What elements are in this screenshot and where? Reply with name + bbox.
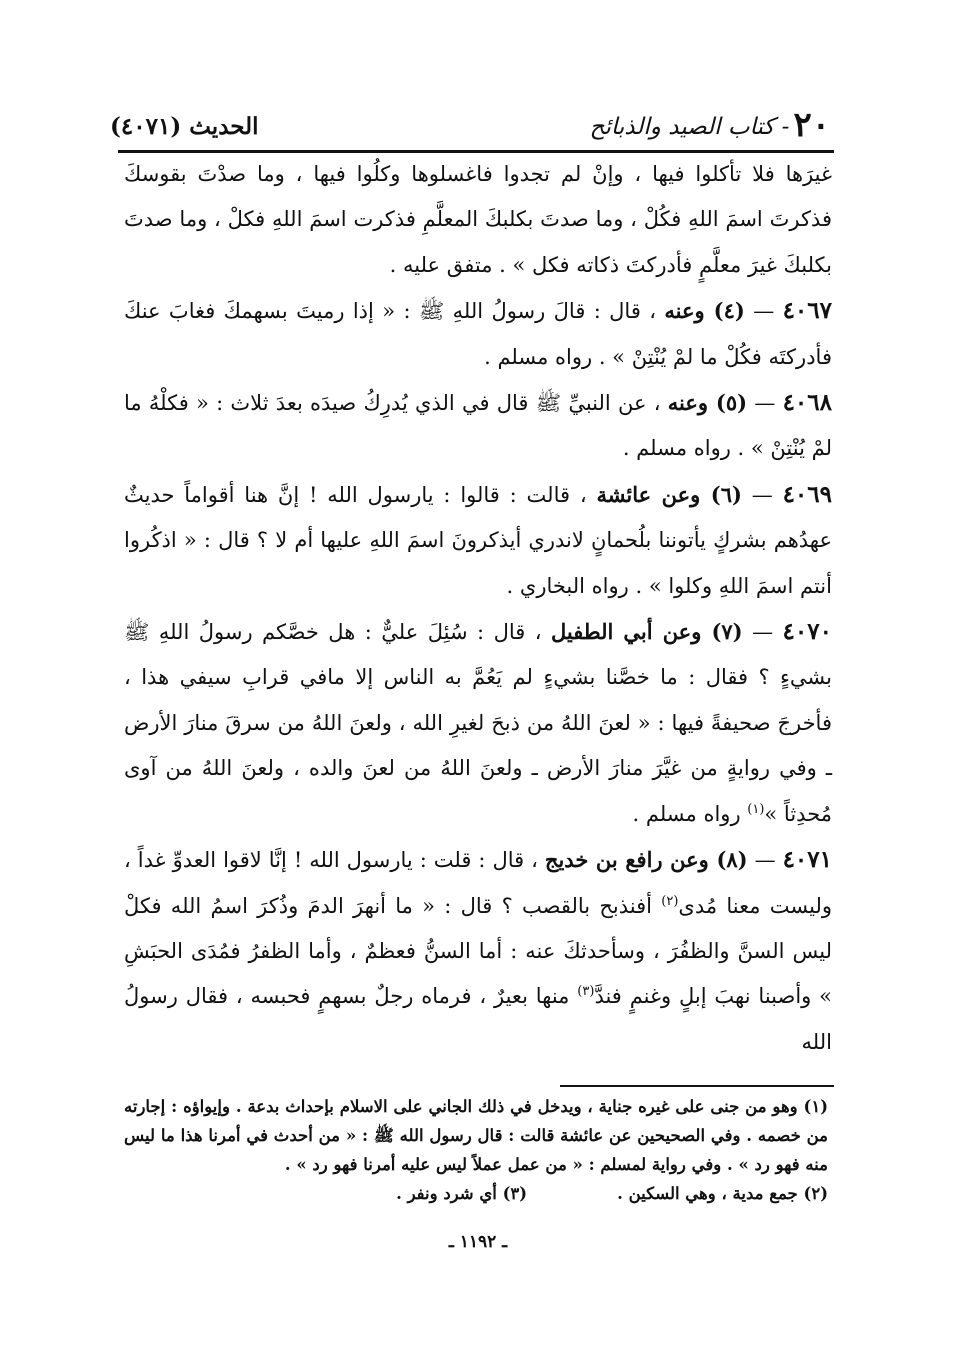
hadith-source: رواه مسلم . [632, 801, 748, 826]
hadith-text: ، قالت : قالوا : يارسول الله ! إنَّ هنا أقواماً حديثٌ عهدُهم بشركٍ يأتوننا بلُحمانٍ لاندري أيذكرونَ اسمَ اللهِ عليها أم لا ؟ قال : « اذكُروا أنتم اسمَ اللهِ وكلوا » . رواه البخاري . [124, 482, 832, 598]
hadith-number: ٤٠٧١ [782, 846, 832, 874]
footnote-ref-2[interactable]: (٢) [661, 893, 679, 909]
main-text [124, 152, 832, 1065]
hadith-marker: (٤) وعنه [664, 298, 745, 324]
footnote-3: (٣) أي شرد ونفر . [396, 1184, 528, 1203]
hadith-4068: ٤٠٦٨ — (٥) وعنه ، عن النبيِّ ﷺ قال في الذي يُدرِكُ صيدَه بعدَ ثلاث : « فكلْهُ ما لمْ يُنْتِنْ » . رواه مسلم . [124, 389, 832, 461]
hadith-4070: ٤٠٧٠ — (٧) وعن أبي الطفيل ، قال : سُئِلَ عليٌّ : هل خصَّكم رسولُ اللهِ ﷺ بشيءٍ ؟ فقال : ما خصَّنا بشيءٍ لم يَعُمَّ به الناس إلا مافي قرابِ سيفي هذا ، فأخرجَ صحيفةً فيها : « لعنَ اللهُ من ذبحَ لغيرِ الله ، ولعنَ اللهُ من سرقَ منارَ الأرض ـ وفي روايةٍ من غيَّرَ منارَ الأرض ـ ولعنَ اللهُ من لعنَ والده ، ولعنَ اللهُ من آوى مُحدِثاً »$^{(١)}$ رواه مسلم . [124, 618, 832, 826]
hadith-marker: (٦) وعن عائشة [596, 481, 742, 507]
intro-paragraph: غيرَها فلا تأكلوا فيها ، وإنْ لم تجدوا فاغسلوها وكلُوا فيها ، وما صدْتَ بقوسكَ فذكرتَ اسمَ اللهِ فكُلْ ، وما صدتَ بكلبكَ المعلَّمِ فذكرت اسمَ اللهِ فكلْ ، وما صدتَ بكلبكَ غيرَ معلَّمٍ فأدركتَ ذكاته فكل » . متفق عليه . [124, 162, 832, 277]
hadith-number: ٤٠٧٠ [782, 618, 832, 646]
footnote-row [124, 1179, 828, 1208]
hadith-text: ، قال : سُئِلَ عليٌّ : هل خصَّكم رسولُ اللهِ ﷺ بشيءٍ ؟ فقال : ما خصَّنا بشيءٍ لم يَعُمَّ به الناس إلا مافي قرابِ سيفي هذا ، فأخرجَ صحيفةً فيها : « لعنَ اللهُ من ذبحَ لغيرِ الله ، ولعنَ اللهُ من سرقَ منارَ الأرض ـ وفي روايةٍ من غيَّرَ منارَ الأرض ـ ولعنَ اللهُ من لعنَ والده ، ولعنَ اللهُ من آوى مُحدِثاً » [124, 620, 832, 826]
hadith-marker: (٧) وعن أبي الطفيل [550, 619, 743, 645]
hadith-text: ، قال : قلت : يارسول الله ! إنَّا لاقوا العدوِّ غداً ، وليست معنا مُدى [124, 848, 833, 918]
book-number: ٢٠ [793, 105, 830, 145]
hadith-number: ٤٠٦٧ [782, 297, 832, 325]
hadith-4071: ٤٠٧١ — (٨) وعن رافع بن خديج ، قال : قلت : يارسول الله ! إنَّا لاقوا العدوِّ غداً ، وليست معنا مُدى$^{(٢)}$ أفنذبح بالقصب ؟ قال : « ما أنهرَ الدمَ وذُكرَ اسمُ الله فكلْ ليس السنَّ والظفُرَ ، وسأحدثكَ عنه : أما السنُّ فعظمٌ ، وأما الظفرُ فمُدَى الحبَشِ » وأصبنا نهبَ إبلٍ وغنمٍ فندَّ$^{(٣)}$ منها بعيرٌ ، فرماه رجلٌ بسهمٍ فحبسه ، فقال رسولُ الله [124, 846, 833, 1054]
hadith-marker: (٥) وعنه [667, 390, 748, 416]
hadith-4069: ٤٠٦٩ — (٦) وعن عائشة ، قالت : قالوا : يارسول الله ! إنَّ هنا أقواماً حديثٌ عهدُهم بشركٍ يأتوننا بلُحمانٍ لاندري أيذكرونَ اسمَ اللهِ عليها أم لا ؟ قال : « اذكُروا أنتم اسمَ اللهِ وكلوا » . رواه البخاري . [124, 480, 832, 598]
footnote-ref-1[interactable]: (١) [747, 801, 765, 817]
footnote-divider [560, 1085, 834, 1087]
footnote-2: (٢) جمع مدية ، وهي السكين . [617, 1184, 828, 1203]
book-title [589, 105, 830, 145]
hadith-marker: (٨) وعن رافع بن خديج [544, 847, 748, 873]
hadith-4067: ٤٠٦٧ — (٤) وعنه ، قال : قالَ رسولُ اللهِ ﷺ : « إذا رميتَ بسهمكَ فغابَ عنكَ فأدركتَه فكُلْ ما لمْ يُنْتِنْ » . رواه مسلم . [124, 297, 832, 369]
hadith-text-continued: أفنذبح بالقصب ؟ قال : « ما أنهرَ الدمَ وذُكرَ اسمُ الله فكلْ ليس السنَّ والظفُرَ ، وسأحدثكَ عنه : أما السنُّ فعظمٌ ، وأما الظفرُ فمُدَى الحبَشِ » وأصبنا نهبَ إبلٍ وغنمٍ فندَّ [124, 893, 832, 1009]
footnote-1: (١) وهو من جنى على غيره جناية ، ويدخل في ذلك الجاني على الاسلام بإحداث بدعة . وإيواؤه : إجارته من خصمه . وفي الصحيحين عن عائشة قالت : قال رسول الله ﷺ : « من أحدث في أمرنا هذا ما ليس منه فهو رد » . وفي رواية لمسلم : « من عمل عملاً ليس عليه أمرنا فهو رد » . [124, 1097, 828, 1174]
hadith-range: الحديث (٤٠٧١) [110, 113, 259, 140]
hadith-text: ، عن النبيِّ ﷺ قال في الذي يُدرِكُ صيدَه بعدَ ثلاث : « فكلْهُ ما لمْ يُنْتِنْ » . رواه مسلم . [124, 391, 832, 461]
hadith-number: ٤٠٦٩ [782, 480, 832, 508]
book-name: - كتاب الصيد والذبائح [589, 114, 790, 140]
hadith-number: ٤٠٦٨ [782, 389, 832, 417]
footnote-ref-3[interactable]: (٣) [577, 984, 595, 1000]
hadith-text-end: منها بعيرٌ ، فرماه رجلٌ بسهمٍ فحبسه ، فقال رسولُ الله [124, 984, 832, 1054]
hadith-text: ، قال : قالَ رسولُ اللهِ ﷺ : « إذا رميتَ بسهمكَ فغابَ عنكَ فأدركتَه فكُلْ ما لمْ يُنْتِنْ » . رواه مسلم . [124, 299, 832, 369]
footnotes [124, 1092, 828, 1208]
page-number: ـ ١١٩٢ ـ [448, 1232, 508, 1252]
page-header [110, 98, 830, 145]
